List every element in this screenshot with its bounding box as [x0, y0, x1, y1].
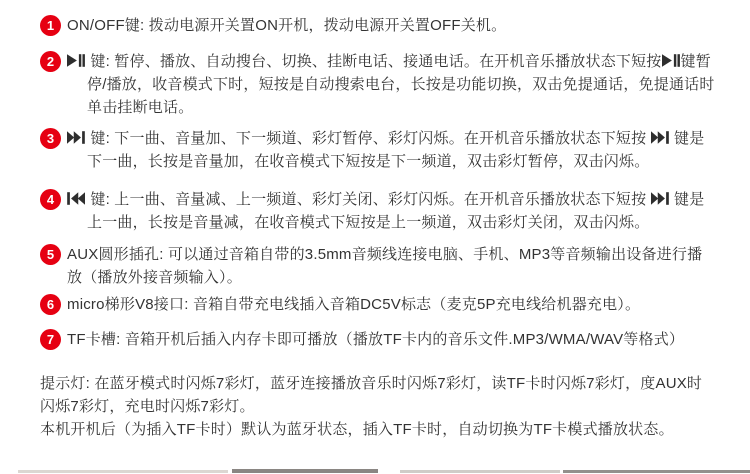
play-pause-icon — [67, 50, 86, 73]
item-number-badge — [40, 294, 61, 315]
item-text-segment: 键是上一曲，长按是音量减，在收音模式下短按是上一频道，双击彩灯关闭，双击闪烁。 — [87, 191, 705, 231]
item-text-segment: 键是下一曲，长按是音量加，在收音模式下短按是下一频道，双击彩灯暂停，双击闪烁。 — [87, 130, 705, 170]
play-pause-icon — [662, 50, 681, 73]
next-track-icon — [67, 127, 86, 150]
next-track-icon — [651, 188, 670, 211]
item-number-badge — [40, 189, 61, 210]
item-number: 3 — [46, 131, 55, 146]
instruction-item — [40, 188, 750, 234]
crop-artifact-strip — [232, 469, 378, 473]
item-number-badge — [40, 244, 61, 265]
item-text — [67, 328, 715, 351]
item-number: 7 — [46, 332, 55, 347]
item-body — [67, 127, 715, 173]
tips-section — [40, 372, 716, 441]
item-number: 6 — [46, 297, 55, 312]
item-text-segment: 键: 暂停、播放、自动搜台、切换、挂断电话、接通电话。在开机音乐播放状态下短按 — [86, 53, 662, 70]
instruction-item — [40, 14, 750, 37]
instruction-item — [40, 243, 750, 289]
item-text-segment: 键: 下一曲、音量加、下一频道、彩灯暂停、彩灯闪烁。在开机音乐播放状态下短按 — [86, 130, 651, 147]
instruction-item — [40, 127, 750, 173]
item-number: 2 — [46, 54, 55, 69]
item-text-segment: 键: 上一曲、音量减、上一频道、彩灯关闭、彩灯闪烁。在开机音乐播放状态下短按 — [86, 191, 651, 208]
instruction-list — [40, 14, 750, 351]
item-text-segment: 键暂停/播放，收音模式下时，短按是自动搜索电台，长按是功能切换，双击免提通话，免提通话时单击挂断电话。 — [87, 53, 715, 116]
item-text — [67, 50, 715, 119]
item-number-badge — [40, 15, 61, 36]
item-body — [67, 50, 715, 119]
item-text-segment: ON/OFF键: 拨动电源开关置ON开机，拨动电源开关置OFF关机。 — [67, 17, 507, 34]
crop-artifact-strip — [563, 470, 750, 473]
item-number: 1 — [46, 18, 55, 33]
instruction-item — [40, 293, 750, 316]
crop-artifact-strip — [400, 470, 560, 473]
next-track-icon — [651, 127, 670, 150]
item-text-segment: AUX圆形插孔: 可以通过音箱自带的3.5mm音频线连接电脑、手机、MP3等音频输出设备进行播放（播放外接音频输入）。 — [67, 246, 703, 286]
tips-paragraph-2: 本机开机后（为插入TF卡时）默认为蓝牙状态，插入TF卡时，自动切换为TF卡模式播放状态。 — [40, 421, 674, 438]
item-number-badge — [40, 51, 61, 72]
instruction-item — [40, 50, 750, 119]
item-number: 4 — [46, 192, 55, 207]
instruction-item — [40, 328, 750, 351]
crop-artifact-strip — [18, 470, 228, 473]
item-text — [67, 293, 715, 316]
item-body — [67, 243, 715, 289]
tips-paragraph-1: 提示灯: 在蓝牙模式时闪烁7彩灯，蓝牙连接播放音乐时闪烁7彩灯，读TF卡时闪烁7彩灯，度AUX时闪烁7彩灯，充电时闪烁7彩灯。 — [40, 375, 703, 415]
item-text — [67, 243, 715, 289]
item-text-segment: micro梯形V8接口: 音箱自带充电线插入音箱DC5V标志（麦克5P充电线给机器充电）。 — [67, 296, 641, 313]
item-text — [67, 127, 715, 173]
item-number-badge — [40, 128, 61, 149]
item-text — [67, 188, 715, 234]
item-body — [67, 293, 715, 316]
item-body — [67, 188, 715, 234]
item-text-segment: TF卡槽: 音箱开机后插入内存卡即可播放（播放TF卡内的音乐文件.MP3/WMA/WAV等格式） — [67, 331, 685, 348]
item-body — [67, 14, 715, 37]
prev-track-icon — [67, 188, 86, 211]
item-number: 5 — [46, 247, 55, 262]
item-text — [67, 14, 715, 37]
item-number-badge — [40, 329, 61, 350]
item-body — [67, 328, 715, 351]
